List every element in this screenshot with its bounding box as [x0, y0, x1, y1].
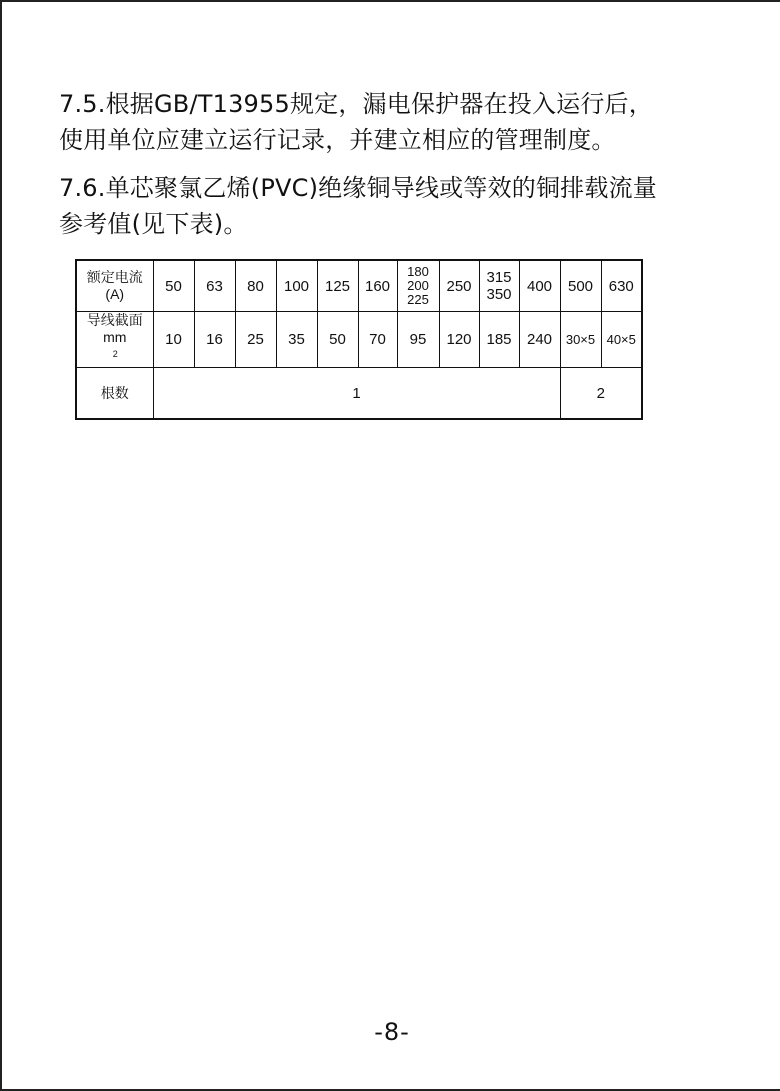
current-cell [519, 260, 560, 312]
section-header-cell [76, 312, 153, 368]
cell-value: 315 [486, 269, 512, 286]
current-cell [194, 260, 235, 312]
cell-value: 80 [247, 277, 264, 295]
cell-value: 200 [407, 278, 429, 293]
section-cell: 95 [397, 312, 439, 368]
page-number: -8- [374, 1018, 410, 1046]
unit-exponent: 2 [112, 349, 118, 359]
section-cell: 25 [235, 312, 276, 368]
current-header-cell [76, 260, 153, 312]
current-cell [235, 260, 276, 312]
header-label: 额定电流 [86, 269, 143, 285]
section-cell: 120 [439, 312, 479, 368]
count-single-cell: 1 [153, 368, 560, 420]
cell-value: 500 [567, 277, 594, 295]
section-cell: 40×5 [601, 312, 642, 368]
header-unit: (A) [105, 286, 125, 302]
current-cell [560, 260, 601, 312]
current-cell [601, 260, 642, 312]
cell-value: 250 [446, 277, 472, 295]
count-header-cell: 根数 [76, 368, 153, 420]
current-cell [479, 260, 519, 312]
section-cell: 50 [317, 312, 358, 368]
section-cell: 185 [479, 312, 519, 368]
cell-value: 630 [608, 277, 634, 295]
count-row [76, 368, 642, 420]
count-double-cell: 2 [560, 368, 642, 420]
current-row [76, 260, 642, 312]
ampacity-table [75, 259, 643, 420]
cell-value: 100 [283, 277, 310, 295]
paragraph-7-5 [59, 86, 749, 158]
section-cell: 240 [519, 312, 560, 368]
text-line: 使用单位应建立运行记录，并建立相应的管理制度。 [59, 126, 616, 154]
cell-value: 180 [407, 264, 429, 279]
header-label: 导线截面 [86, 312, 143, 328]
current-cell [358, 260, 397, 312]
cell-value: 400 [526, 277, 553, 295]
section-cell: 30×5 [560, 312, 601, 368]
text-line: 7.5.根据GB/T13955规定，漏电保护器在投入运行后， [59, 90, 653, 118]
text-line: 7.6.单芯聚氯乙烯(PVC)绝缘铜导线或等效的铜排载流量 [59, 174, 657, 202]
text-line: 参考值(见下表)。 [59, 210, 248, 238]
section-cell: 16 [194, 312, 235, 368]
unit-text: mm [103, 329, 127, 345]
cell-value: 63 [206, 277, 223, 295]
cell-value: 160 [364, 277, 391, 295]
current-cell [317, 260, 358, 312]
cell-value: 350 [486, 286, 512, 303]
section-cell: 35 [276, 312, 317, 368]
cell-value: 125 [324, 277, 351, 295]
current-cell [397, 260, 439, 312]
current-cell [276, 260, 317, 312]
cell-value: 50 [165, 277, 182, 295]
section-cell: 70 [358, 312, 397, 368]
header-unit [77, 329, 153, 367]
current-cell [439, 260, 479, 312]
section-row [76, 312, 642, 368]
cell-value: 225 [407, 292, 429, 307]
current-cell [153, 260, 194, 312]
section-cell: 10 [153, 312, 194, 368]
paragraph-7-6 [59, 170, 749, 242]
